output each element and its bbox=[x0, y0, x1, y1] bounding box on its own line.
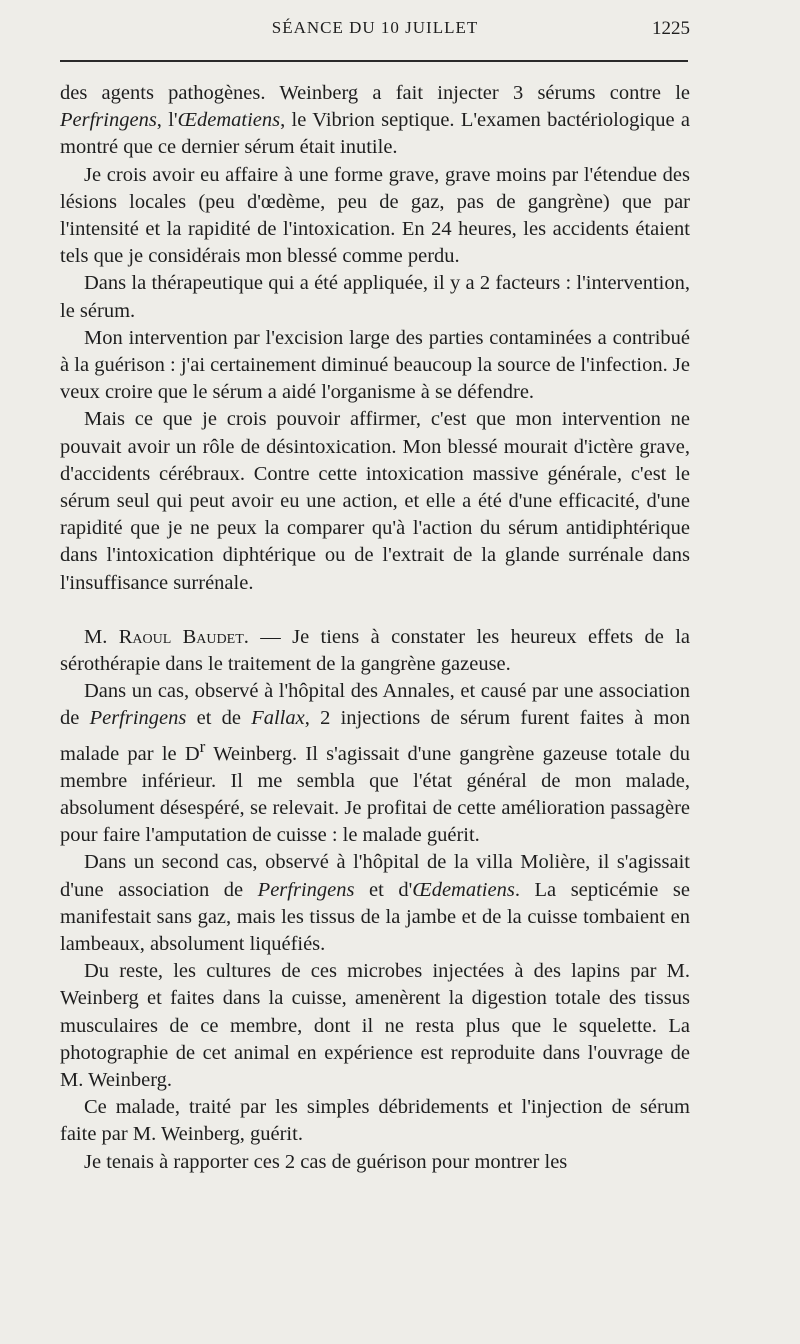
paragraph-5: Mais ce que je crois pouvoir affirmer, c'est que mon intervention ne pouvait avoir un rôle de désintoxication. Mon blessé mourait d'ictère grave, d'accidents cérébraux. Contre cette intoxication massive générale, c'est le sérum seul qui peut avoir eu une action, et elle a été d'une efficacité, d'une rapidité que je ne peux la comparer qu'à l'action du sérum antidiphtérique dans l'intoxication diphtérique ou de l'extrait de la glande surrénale dans l'insuffisance surrénale. bbox=[60, 408, 690, 594]
page-header bbox=[60, 18, 690, 46]
paragraph-1: des agents pathogènes. Weinberg a fait injecter 3 sérums contre le Perfringens, l'Œdematiens, le Vibrion septique. L'examen bactériologique a montré que ce dernier sérum était inutile. bbox=[60, 82, 691, 159]
paragraph-8: Dans un second cas, observé à l'hôpital de la villa Molière, il s'agissait d'une association de Perfringens et d'Œdematiens. La septicémie se manifestait sans gaz, mais les tissus de la jambe et de la cuisse tombaient en lambeaux, absolument liquéfiés. bbox=[60, 851, 690, 955]
paragraph-10: Ce malade, traité par les simples débridements et l'injection de sérum faite par M. Weinberg, guérit. bbox=[60, 1096, 690, 1146]
paragraph-2: Je crois avoir eu affaire à une forme grave, grave moins par l'étendue des lésions locales (peu d'œdème, peu de gaz, pas de gangrène) que par l'intensité et la rapidité de l'intoxication. En 24 heures, les accidents étaient tels que je considérais mon blessé comme perdu. bbox=[60, 163, 690, 268]
paragraph-7: Dans un cas, observé à l'hôpital des Annales, et causé par une association de Perfringens et de Fallax, 2 injections de sérum furent faites à mon malade par le $D^r$ Weinberg. Il s'agissait d'une gangrène gazeuse totale du membre inférieur. Il me sembla que l'état général de mon malade, absolument désespéré, se relevait. Je profitai de cette amélioration passagère pour faire l'amputation de cuisse : le malade guérit. bbox=[60, 680, 690, 847]
body-text bbox=[60, 80, 690, 1176]
paragraph-9: Du reste, les cultures de ces microbes injectées à des lapins par M. Weinberg et faites dans la cuisse, amenèrent la digestion totale des tissus musculaires de ce membre, dont il ne resta plus que le squelette. La photographie de cet animal en expérience est reproduite dans l'ouvrage de M. Weinberg. bbox=[60, 960, 690, 1091]
paragraph-6: M. Raoul Baudet. — Je tiens à constater les heureux effets de la sérothérapie dans le traitement de la gangrène gazeuse. bbox=[60, 625, 690, 676]
header-rule bbox=[60, 60, 688, 62]
paragraph-3: Dans la thérapeutique qui a été appliquée, il y a 2 facteurs : l'intervention, le sérum. bbox=[60, 272, 690, 322]
page-number: 1225 bbox=[652, 18, 690, 39]
paragraph-11: Je tenais à rapporter ces 2 cas de guérison pour montrer les bbox=[84, 1150, 568, 1173]
speaker-name: M. Raoul Baudet. bbox=[84, 625, 249, 648]
paragraph-4: Mon intervention par l'excision large des parties contaminées a contribué à la guérison : j'ai certainement diminué beaucoup la source de l'infection. Je veux croire que le sérum a aidé l'organisme à se défendre. bbox=[60, 326, 690, 404]
running-title: SÉANCE DU 10 JUILLET bbox=[271, 18, 479, 37]
